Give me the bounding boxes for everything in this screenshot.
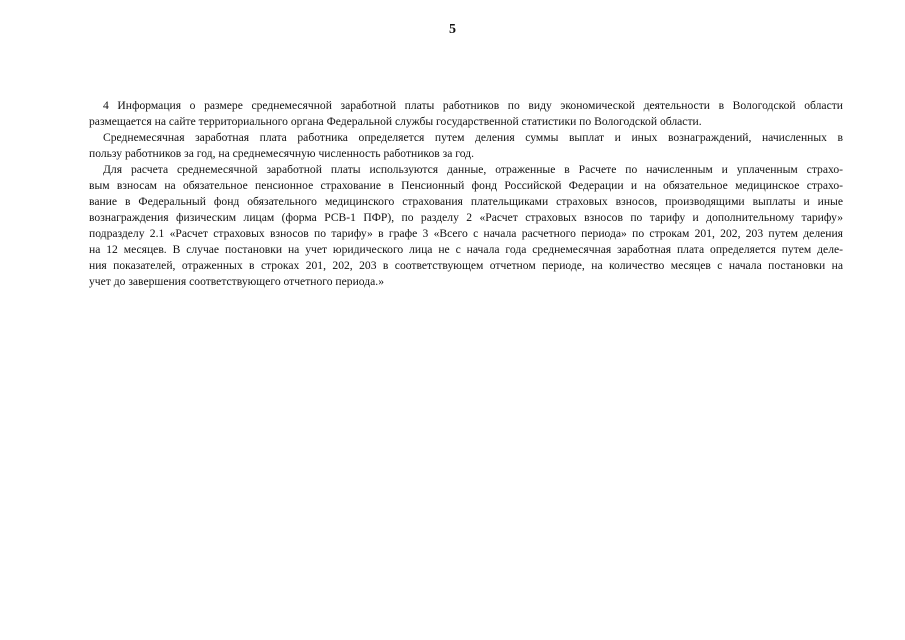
text-line: Для расчета среднемесячной заработной платы используются данные, отраженные в Расчете по начисленным и уплаченным страхо- <box>103 163 843 176</box>
text-line: ния показателей, отраженных в строках 201, 202, 203 в соответствующем отчетном периоде, на количество месяцев с начала постановки на <box>89 259 843 272</box>
page-number: 5 <box>449 22 456 37</box>
text-line: вание в Федеральный фонд обязательного медицинского страхования плательщиками страховых взносов, производящими выплаты и иные <box>89 195 843 208</box>
text-line: пользу работников за год, на среднемесячную численность работников за год. <box>89 147 474 160</box>
text-line: учет до завершения соответствующего отчетного периода.» <box>89 275 384 288</box>
text-line: 4 Информация о размере среднемесячной заработной платы работников по виду экономической деятельности в Вологодской области <box>103 99 843 112</box>
document-body <box>89 98 843 290</box>
paragraph-info-source <box>89 98 843 130</box>
text-line: вым взносам на обязательное пенсионное страхование в Пенсионный фонд Российской Федерации и на обязательное медицинское страхо- <box>89 179 843 192</box>
text-line: на 12 месяцев. В случае постановки на учет юридического лица не с начала года среднемесячная заработная плата определяется путем деле- <box>89 243 843 256</box>
text-line: Среднемесячная заработная плата работника определяется путем деления суммы выплат и иных вознаграждений, начисленных в <box>103 131 843 144</box>
text-line: размещается на сайте территориального органа Федеральной службы государственной статистики по Вологодской области. <box>89 115 702 128</box>
paragraph-calculation <box>89 162 843 290</box>
paragraph-definition <box>89 130 843 162</box>
text-line: вознаграждения физическим лицам (форма РСВ-1 ПФР), по разделу 2 «Расчет страховых взносов по тарифу и дополнительному тарифу» <box>89 211 843 224</box>
text-line: подразделу 2.1 «Расчет страховых взносов по тарифу» в графе 3 «Всего с начала расчетного периода» по строкам 201, 202, 203 путем деления <box>89 227 843 240</box>
